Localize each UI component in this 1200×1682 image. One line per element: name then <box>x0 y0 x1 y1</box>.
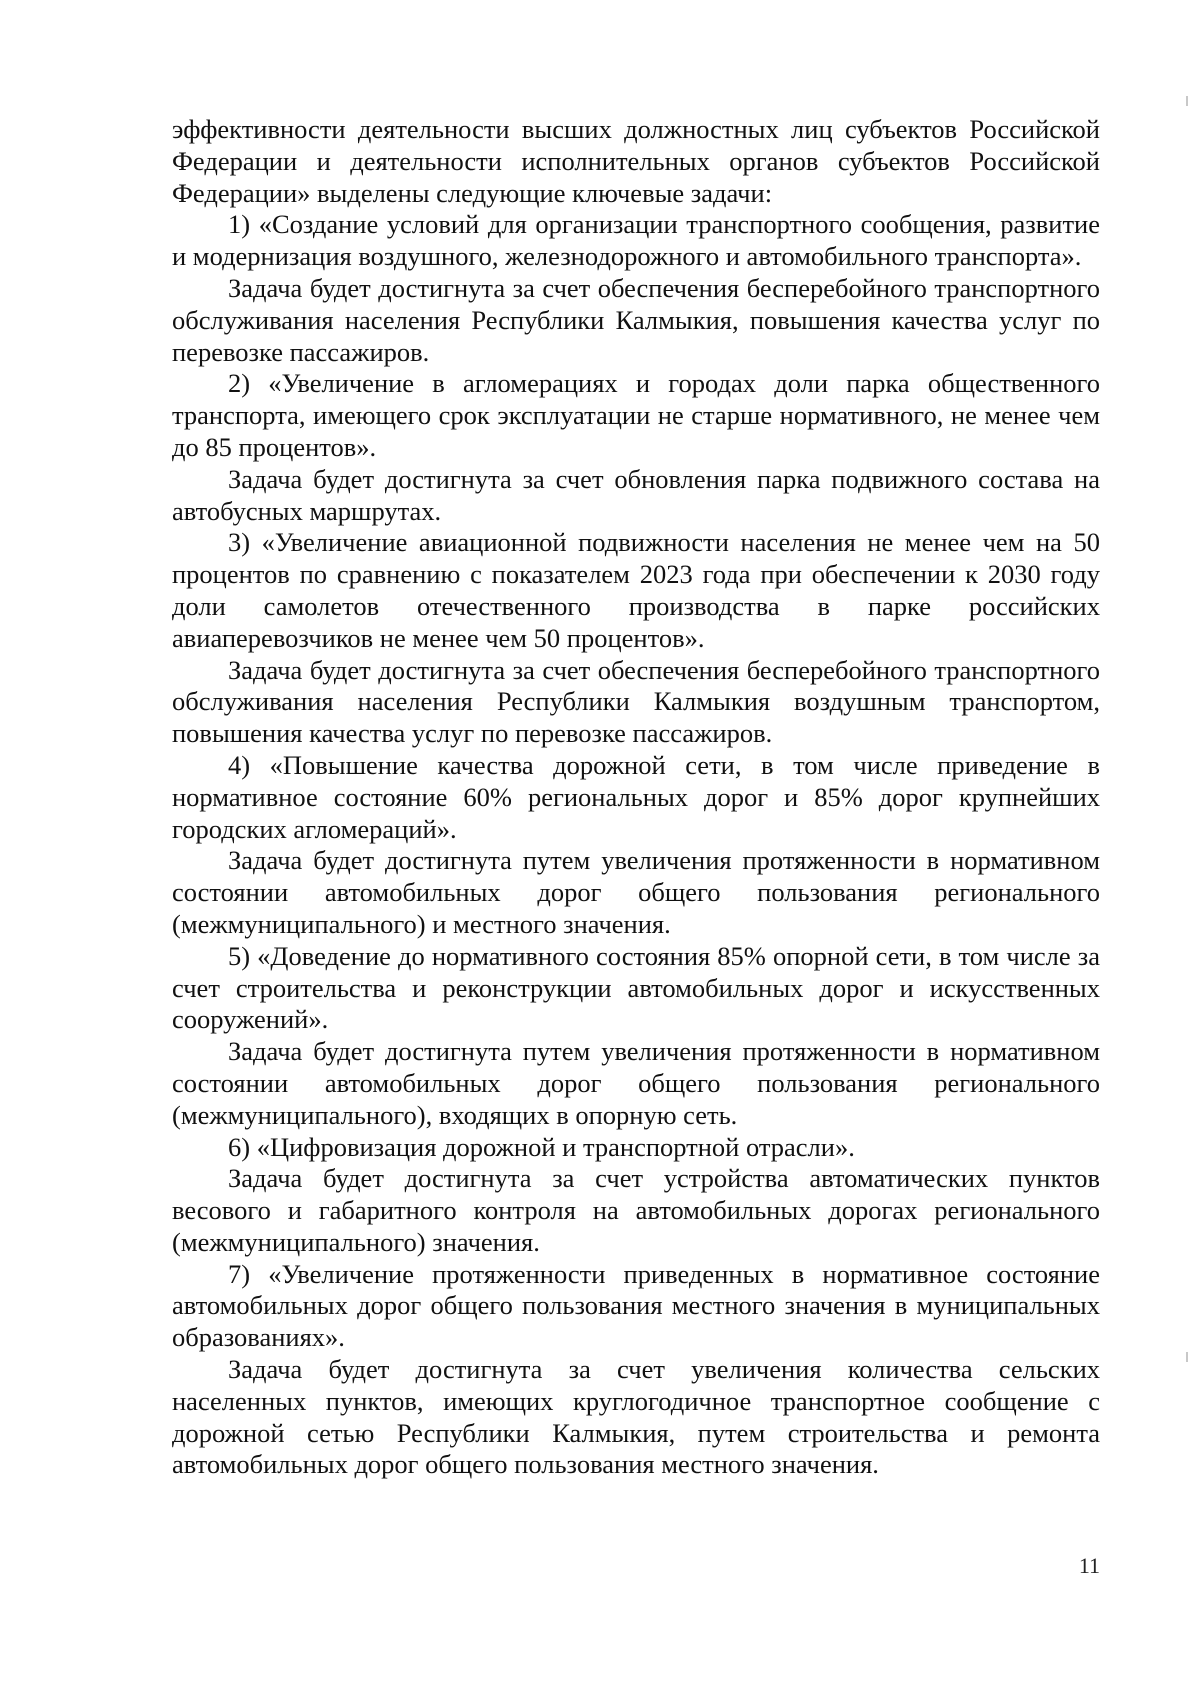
paragraph-task-6-solution: Задача будет достигнута за счет устройства автоматических пунктов весового и габаритного контроля на автомобильных дорогах регионального (межмуниципального) значения. <box>172 1163 1100 1257</box>
paragraph-task-3-solution: Задача будет достигнута за счет обеспечения бесперебойного транспортного обслуживания населения Республики Калмыкия воздушным транспортом, повышения качества услуг по перевозке пассажиров. <box>172 654 1100 749</box>
paragraph-task-1-solution: Задача будет достигнута за счет обеспечения бесперебойного транспортного обслуживания населения Республики Калмыкия, повышения качества услуг по перевозке пассажиров. <box>172 272 1100 367</box>
paragraph-task-7-solution: Задача будет достигнута за счет увеличения количества сельских населенных пунктов, имеющих круглогодичное транспортное сообщение с дорожной сетью Республики Калмыкия, путем строительства и ремонта автомобильных дорог общего пользования местного значения. <box>172 1354 1100 1480</box>
paragraph-task-4: 4) «Повышение качества дорожной сети, в том числе приведение в нормативное состояние 60% региональных дорог и 85% дорог крупнейших городских агломераций». <box>172 749 1100 844</box>
paragraph-task-6: 6) «Цифровизация дорожной и транспортной отрасли». <box>228 1131 855 1162</box>
paragraph-task-2-solution: Задача будет достигнута за счет обновления парка подвижного состава на автобусных маршрутах. <box>172 463 1100 526</box>
paragraph-intro: эффективности деятельности высших должностных лиц субъектов Российской Федерации и деятельности исполнительных органов субъектов Российской Федерации» выделены следующие ключевые задачи: <box>172 114 1100 208</box>
paragraph-task-4-solution: Задача будет достигнута путем увеличения протяженности в нормативном состоянии автомобильных дорог общего пользования регионального (межмуниципального) и местного значения. <box>172 845 1100 939</box>
paragraph-task-5: 5) «Доведение до нормативного состояния 85% опорной сети, в том числе за счет строительства и реконструкции автомобильных дорог и искусственных сооружений». <box>172 940 1100 1035</box>
paragraph-task-5-solution: Задача будет достигнута путем увеличения протяженности в нормативном состоянии автомобильных дорог общего пользования регионального (межмуниципального), входящих в опорную сеть. <box>172 1036 1100 1130</box>
page-number: 11 <box>1078 1553 1100 1578</box>
paragraph-task-3: 3) «Увеличение авиационной подвижности населения не менее чем на 50 процентов по сравнению с показателем 2023 года при обеспечении к 2030 году доли самолетов отечественного производства в парке российских авиаперевозчиков не менее чем 50 процентов». <box>172 527 1100 653</box>
paragraph-task-2: 2) «Увеличение в агломерациях и городах доли парка общественного транспорта, имеющего срок эксплуатации не старше нормативного, не менее чем до 85 процентов». <box>172 368 1100 462</box>
document-body <box>172 114 1100 1481</box>
paragraph-task-1: 1) «Создание условий для организации транспортного сообщения, развитие и модернизация воздушного, железнодорожного и автомобильного транспорта». <box>172 209 1100 272</box>
scan-edge-mark <box>1186 96 1188 106</box>
paragraph-task-7: 7) «Увеличение протяженности приведенных в нормативное состояние автомобильных дорог общего пользования местного значения в муниципальных образованиях». <box>172 1258 1100 1353</box>
scan-edge-mark <box>1186 1352 1188 1362</box>
